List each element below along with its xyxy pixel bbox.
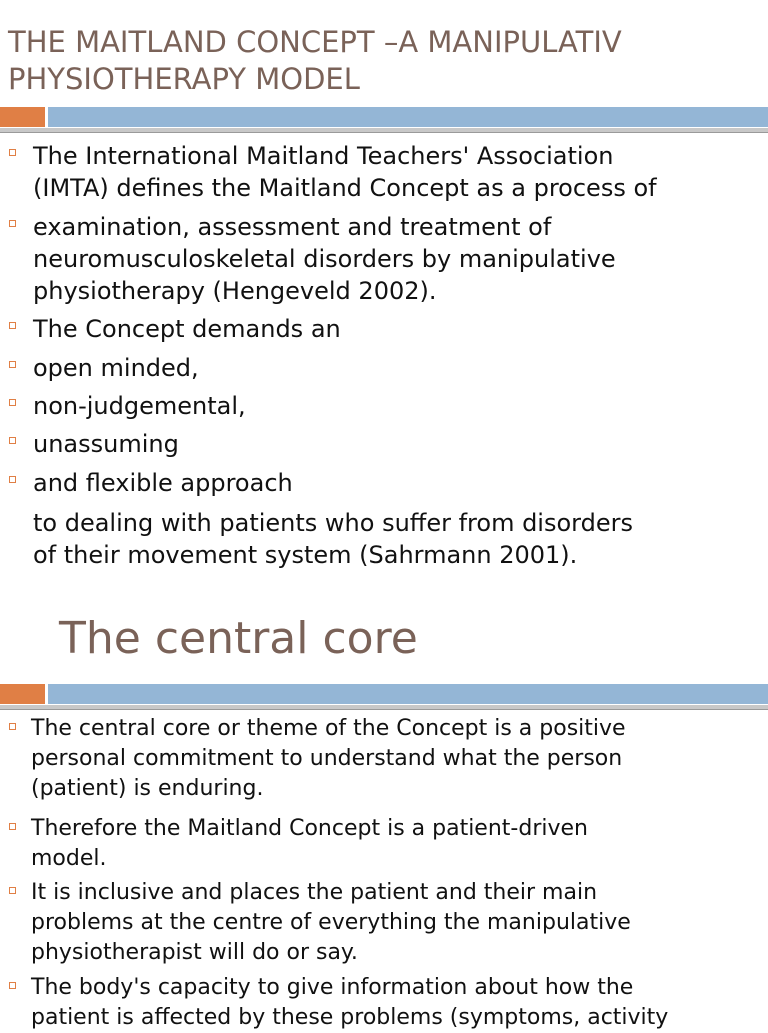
square-bullet-icon — [9, 823, 16, 830]
square-bullet-icon — [9, 220, 16, 227]
divider-blue-bar — [48, 107, 768, 127]
slide-1-title: THE MAITLAND CONCEPT –A MANIPULATIV PHYSIOTHERAPY MODEL — [8, 25, 622, 96]
slide-2-bullet-text: It is inclusive and places the patient and their main problems at the centre of everything the manipulative physiotherapist will do or say. — [31, 880, 631, 965]
square-bullet-icon — [9, 437, 16, 444]
slide-1-bullet-text: open minded, — [33, 354, 199, 382]
square-bullet-icon — [9, 322, 16, 329]
slide-2-bullet-text: Therefore the Maitland Concept is a patient-driven model. — [31, 816, 588, 871]
square-bullet-icon — [9, 887, 16, 894]
slide-1-bullet-text: The International Maitland Teachers' Association (IMTA) defines the Maitland Concept as a process of — [33, 142, 657, 202]
square-bullet-icon — [9, 723, 16, 730]
slide-1-bullet-text: non-judgemental, — [33, 392, 246, 420]
square-bullet-icon — [9, 399, 16, 406]
divider-line — [0, 128, 768, 133]
divider-orange-block — [0, 684, 45, 704]
divider-blue-bar — [48, 684, 768, 704]
slide-2-divider — [0, 684, 768, 712]
slide-2-bullet-text: The body's capacity to give information about how the patient is affected by these problems (symptoms, activity — [31, 975, 669, 1030]
slide-1-bullet-text: and flexible approach — [33, 469, 293, 497]
slide-1-divider — [0, 107, 768, 135]
divider-orange-block — [0, 107, 45, 127]
square-bullet-icon — [9, 982, 16, 989]
slide-1-continuation-text: to dealing with patients who suffer from disorders of their movement system (Sahrmann 2001). — [33, 509, 633, 569]
slide-1-bullet-text: examination, assessment and treatment of neuromusculoskeletal disorders by manipulative physiotherapy (Hengeveld 2002). — [33, 213, 616, 305]
square-bullet-icon — [9, 149, 16, 156]
divider-line — [0, 705, 768, 710]
slide-2-bullet-text: The central core or theme of the Concept is a positive personal commitment to understand what the person (patient) is enduring. — [31, 716, 626, 801]
slide-2-title: The central core — [59, 613, 418, 664]
slide-1-bullet-text: The Concept demands an — [33, 315, 341, 343]
square-bullet-icon — [9, 361, 16, 368]
slide-1-bullet-text: unassuming — [33, 430, 179, 458]
square-bullet-icon — [9, 476, 16, 483]
